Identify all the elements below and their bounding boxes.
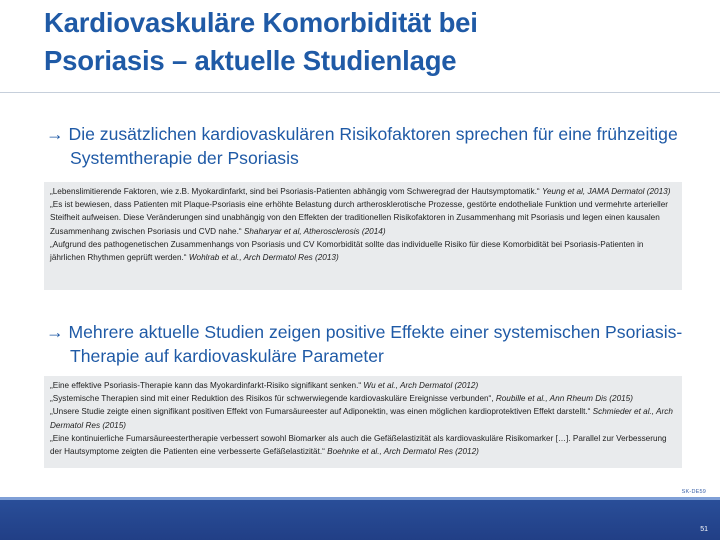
quote-citation: Wohlrab et al., Arch Dermatol Res (2013): [188, 253, 339, 263]
document-code: SK-DE59: [681, 489, 706, 495]
section-1-quotes: [44, 182, 682, 290]
quote-item: „Eine effektive Psoriasis-Therapie kann das Myokardinfarkt-Risiko signifikant senken.“ Wu et al., Arch Dermatol (2012): [50, 381, 479, 390]
quote-item: „Unsere Studie zeigte einen signifikant positiven Effekt von Fumarsäureester auf Adiponektin, was einen möglichen kardioprotektiven Effekt darstellt.“ Schmieder et al., Arch Dermatol Res (2015): [50, 407, 673, 430]
quote-citation: Roubille et al., Ann Rheum Dis (2015): [495, 394, 633, 404]
page-number: 51: [700, 526, 708, 533]
footer-bar: [0, 497, 720, 540]
quote-item: „Es ist bewiesen, dass Patienten mit Plaque-Psoriasis eine erhöhte Belastung durch artherosklerotische Prozesse, gestörte endotheliale Funktion und vermehrte arterieller Steifheit aufweisen. Diese Veränderungen sind unabhängig von den Effekten der traditionellen Risikofaktoren in Zusammenhang mit Psoriasis und legen einen kausalen Zusammenhang zwischen Psoriasis und CVD nahe.“ Shaharyar et al, Atherosclerosis (2014): [50, 200, 669, 236]
section-1-heading: [46, 122, 706, 170]
quote-citation: Wu et al., Arch Dermatol (2012): [363, 381, 479, 390]
quote-item: „Eine kontinuierliche Fumarsäureestertherapie verbessert sowohl Biomarker als auch die Gefäßelastizität als kardiovaskuläre Risikomarker […]. Parallel zur Verbesserung der Hautsymptome zeigten die Patienten eine verbesserte Gefäßelastizität.“ Boehnke et al., Arch Dermatol Res (2012): [50, 433, 667, 457]
title-divider: [0, 92, 720, 93]
quote-citation: Boehnke et al., Arch Dermatol Res (2012): [327, 447, 479, 457]
arrow-right-icon: →: [46, 322, 64, 342]
slide-title: [44, 4, 684, 80]
quote-item: „Lebenslimitierende Faktoren, wie z.B. Myokardinfarkt, sind bei Psoriasis-Patienten abhängig vom Schweregrad der Hautsymptomatik.“ Yeung et al, JAMA Dermatol (2013): [50, 187, 671, 196]
section-2-heading-text: Mehrere aktuelle Studien zeigen positive Effekte einer systemischen Psoriasis-Therapie auf kardiovaskuläre Parameter: [68, 322, 683, 366]
footer-highlight: [0, 497, 720, 500]
title-line-1: Kardiovaskuläre Komorbidität bei: [44, 7, 478, 38]
section-2-quotes: [44, 376, 682, 468]
quote-citation: Yeung et al, JAMA Dermatol (2013): [541, 187, 671, 196]
quote-item: „Systemische Therapien sind mit einer Reduktion des Risikos für schwerwiegende kardiovaskuläre Ereignisse verbunden“, Roubille et al., Ann Rheum Dis (2015): [50, 394, 633, 404]
arrow-right-icon: →: [46, 124, 64, 144]
quote-item: „Aufgrund des pathogenetischen Zusammenhangs von Psoriasis und CV Komorbidität sollte das individuelle Risiko für diese Komorbidität bei Psoriasis-Patienten in jährlichen Rhythmen geprüft werden.“ Wohlrab et al., Arch Dermatol Res (2013): [50, 239, 644, 263]
section-1-heading-text: Die zusätzlichen kardiovaskulären Risikofaktoren sprechen für eine frühzeitige Systemtherapie der Psoriasis: [68, 124, 678, 168]
section-2-heading: [46, 320, 706, 368]
title-line-2: Psoriasis – aktuelle Studienlage: [44, 45, 457, 76]
quote-citation: Shaharyar et al, Atherosclerosis (2014): [243, 226, 386, 236]
quote-citation: Schmieder et al., Arch Dermatol Res (2015): [50, 407, 673, 430]
